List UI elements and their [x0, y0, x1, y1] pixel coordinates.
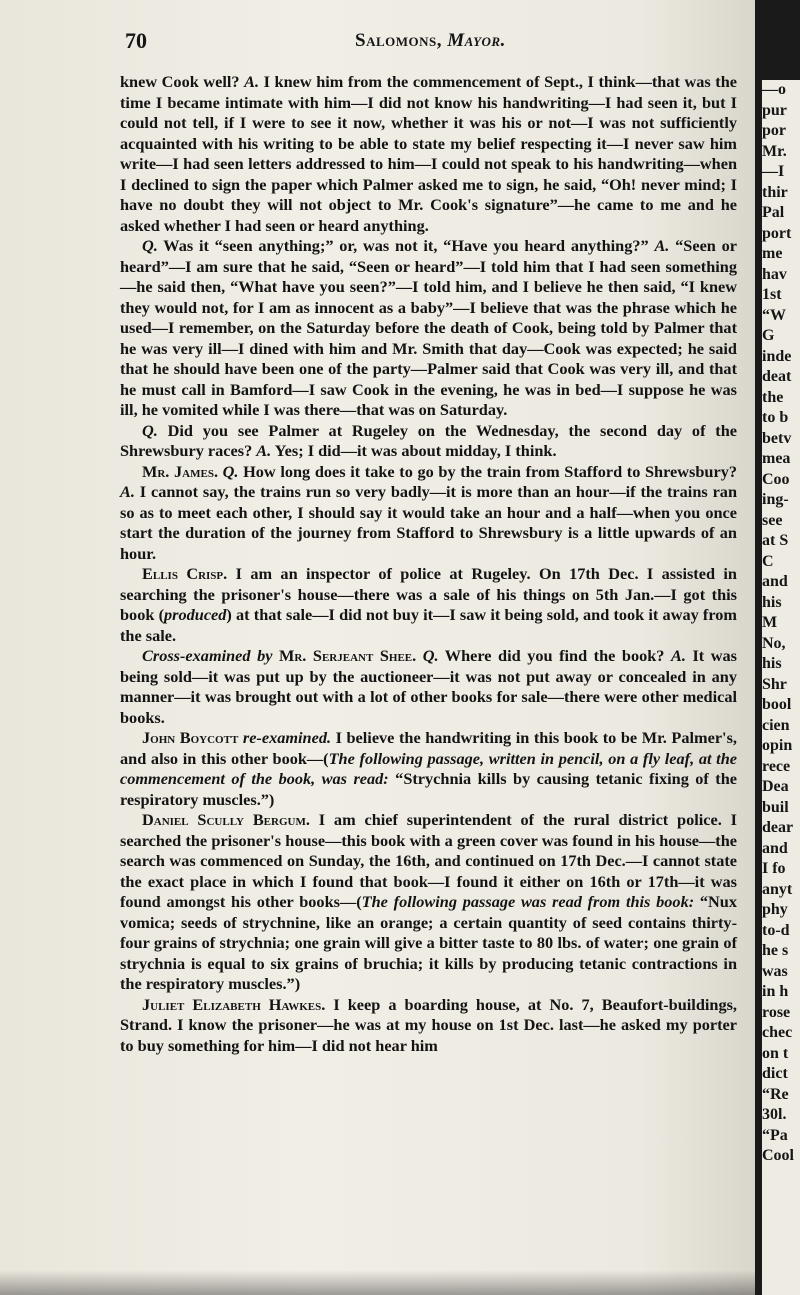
adjacent-page-fragment: pur	[762, 101, 787, 119]
text-run: Where did you find the book?	[438, 646, 671, 665]
text-run: How long does it take to go by the train from Stafford to Shrewsbury?	[238, 461, 737, 481]
text-run: “Seen or heard”—I am sure that he said, “Seen or heard”—I told him that I had seen something—he said then, “What have you seen?”—I told him, and I believe he then said, “I knew they would not, for I am as innocent as a baby”—I believe that was the phrase which he used—I remember, on the Saturday before the death of Cook, being told by Palmer that he was very ill—I dined with him and Mr. Smith that day—Cook was expected; he said that he should have been one of the party—Palmer said that Cook was very ill, and that he must call in Bamford—I saw Cook in the evening, he was in bed—I suppose he was ill, he vomited while I was there—that was on Saturday.	[120, 236, 737, 419]
text-run: knew Cook well?	[120, 72, 245, 91]
paragraph	[120, 236, 737, 421]
paragraph	[120, 564, 737, 646]
text-run: Juliet Elizabeth Hawkes.	[142, 994, 326, 1014]
adjacent-page-fragment: Mr.	[762, 142, 787, 160]
adjacent-page-fragment: —o	[762, 81, 786, 98]
paragraph	[120, 728, 737, 810]
adjacent-page-fragment: betv	[762, 429, 792, 447]
adjacent-page-fragment: Shr	[762, 675, 787, 693]
adjacent-page-fragment: thir	[762, 183, 788, 201]
adjacent-page-fragment: 1st	[762, 286, 782, 303]
running-head-name: Salomons,	[355, 30, 442, 51]
adjacent-page-fragment: the	[762, 388, 784, 406]
running-head-title: Mayor.	[447, 30, 506, 51]
text-run: I am an inspector of police at Rugeley. On 17th Dec. I assisted in searching the prisoner's house—there was a sale of his things on 5th Jan.—I got this book (	[120, 564, 737, 624]
paragraph	[120, 646, 737, 728]
adjacent-page-fragment: por	[762, 122, 786, 139]
adjacent-page-fragment: me	[762, 245, 783, 262]
text-run: The following passage, written in pencil, on a fly leaf, at the commencement of the book, was read:	[120, 748, 737, 788]
adjacent-page-fragment: bool	[762, 696, 792, 713]
text-run: A.	[654, 236, 670, 255]
text-run: “Strychnia kills by causing tetanic fixing of the respiratory muscles.”)	[120, 769, 737, 809]
adjacent-page-fragment: rece	[762, 757, 791, 775]
adjacent-page-fragment: dear	[762, 819, 794, 836]
adjacent-page-fragment: and	[762, 839, 788, 857]
adjacent-page-fragment: on t	[762, 1044, 789, 1062]
text-run: Q.	[142, 420, 158, 440]
adjacent-page-fragment: port	[762, 224, 792, 242]
text-run: The following passage was read from this book:	[361, 892, 695, 911]
adjacent-page-fragment: Cool	[762, 1147, 794, 1164]
adjacent-page-fragment: “W	[762, 306, 786, 324]
text-run: John Boycott	[142, 728, 239, 747]
adjacent-page-fragment: M	[762, 614, 778, 631]
paragraph	[120, 421, 737, 462]
paragraph	[120, 995, 737, 1057]
adjacent-page-fragment: inde	[762, 347, 792, 365]
adjacent-page-fragment: hav	[762, 265, 787, 283]
page-number: 70	[125, 28, 147, 53]
text-run: Was it “seen anything;” or, was not it, “Have you heard anything?”	[157, 236, 655, 255]
adjacent-page-fragment: see	[762, 511, 783, 529]
adjacent-page-fragment: was	[762, 962, 788, 980]
adjacent-page-fragment: to-d	[762, 921, 790, 939]
text-run: Mr. James.	[142, 461, 219, 481]
text-run: Mr. Serjeant Shee.	[278, 646, 417, 665]
page-shadow	[0, 1270, 755, 1295]
text-run: Daniel Scully Bergum.	[142, 810, 310, 829]
adjacent-page-fragment: dict	[762, 1065, 788, 1082]
text-run: A.	[256, 441, 272, 460]
adjacent-page-fragment: opin	[762, 737, 793, 754]
adjacent-page-edge	[762, 80, 800, 1295]
adjacent-page-fragment: —I	[762, 163, 785, 180]
adjacent-page-fragment: his	[762, 593, 782, 611]
adjacent-page-fragment: No,	[762, 634, 786, 652]
paragraph	[120, 72, 737, 236]
adjacent-page-fragment: his	[762, 655, 782, 672]
text-run: I am chief superintendent of the rural district police. I searched the prisoner's house—this book with a green cover was found in his house—the search was commenced on Sunday, the 16th, and continued on 17th Dec.—I cannot state the exact place in which I found that book—I found it either on 16th or 17th—it was found amongst his other books—(	[120, 810, 737, 911]
text-run: I believe the handwriting in this book to be Mr. Palmer's, and also in this other book—(	[120, 728, 737, 768]
text-run: produced	[164, 605, 227, 624]
adjacent-page-fragment: phy	[762, 901, 788, 918]
adjacent-page-fragment: at S	[762, 532, 789, 549]
text-run: I knew him from the commencement of Sept., I think—that was the time I became intimate with him—I did not know his handwriting—I had seen it, but I could not tell, if I were to see it now, whether it was his or not—I was not sufficiently acquainted with his writing to be able to state my belief respecting it—I never saw him write—I had seen letters addressed to him—I could not speak to his handwriting—when I declined to sign the paper which Palmer asked me to sign, he said, “Oh! never mind; I have no doubt they will not object to Mr. Cook's signature”—he came to me and he asked whether I had seen or heard anything.	[120, 72, 737, 235]
adjacent-page-fragment: Dea	[762, 778, 789, 795]
adjacent-page-fragment: G	[762, 327, 775, 344]
adjacent-page-fragment: buil	[762, 798, 789, 816]
text-run: “Nux vomica; seeds of strychnine, like an orange; a certain quantity of seed contains thirty-four grains of strychnia; one grain will give a bitter taste to 80 lbs. of water; one grain of strychnia is equal to six grains of bruchia; it kills by producing tetanic contractions in the respiratory muscles.”)	[120, 892, 737, 993]
text-run: re-examined.	[242, 728, 332, 747]
text-run: Ellis Crisp.	[142, 564, 228, 583]
text-run: Yes; I did—it was about midday, I think.	[271, 441, 557, 460]
text-run: I cannot say, the trains run so very badly—it is more than an hour—if the trains ran so as to meet each other, I should say it would take an hour and a half—when you once start the duration of the journey from Stafford to Shrewsbury is a little upwards of an hour.	[120, 482, 737, 563]
adjacent-page-fragment: Pal	[762, 204, 785, 221]
text-run: Q.	[142, 236, 158, 255]
adjacent-page-fragment: Coo	[762, 470, 790, 488]
adjacent-page-fragment: deat	[762, 368, 792, 385]
adjacent-page-fragment: cien	[762, 716, 790, 734]
adjacent-page-fragment: C	[762, 552, 774, 570]
text-run: A.	[120, 482, 135, 501]
body-text	[120, 72, 737, 1056]
adjacent-page-fragment: ing-	[762, 491, 789, 508]
text-run: Q.	[422, 646, 439, 665]
text-run: A.	[670, 646, 686, 665]
paragraph	[120, 462, 737, 565]
page-header	[125, 28, 735, 58]
adjacent-page-fragment: chec	[762, 1024, 793, 1041]
text-run: It was being sold—it was put up by the auctioneer—it was not put away or concealed in any manner—it was brought out with a lot of other books for sale—there were other medical books.	[120, 646, 737, 727]
adjacent-page-fragment: he s	[762, 942, 789, 959]
adjacent-page-fragment: 30l.	[762, 1106, 787, 1123]
adjacent-page-fragment: anyt	[762, 880, 793, 898]
text-run: Q.	[222, 461, 239, 481]
adjacent-page-fragment: “Re	[762, 1085, 789, 1103]
text-run: Did you see Palmer at Rugeley on the Wednesday, the second day of the Shrewsbury races?	[120, 420, 737, 460]
text-run: Cross-examined by	[142, 646, 279, 665]
adjacent-page-fragment: I fo	[762, 860, 786, 877]
paragraph	[120, 810, 737, 995]
adjacent-page-fragment: to b	[762, 409, 789, 426]
adjacent-page-fragment: “Pa	[762, 1126, 788, 1144]
text-run: ) at that sale—I did not buy it—I saw it being sold, and took it away from the sale.	[120, 605, 737, 645]
running-head	[355, 30, 506, 52]
text-run: I keep a boarding house, at No. 7, Beaufort-buildings, Strand. I know the prisoner—he was at my house on 1st Dec. last—he asked my porter to buy something for him—I did not hear him	[120, 994, 737, 1055]
adjacent-page-fragment: mea	[762, 450, 791, 467]
adjacent-page-fragment: rose	[762, 1003, 791, 1021]
text-run: A.	[244, 72, 260, 91]
adjacent-page-fragment: in h	[762, 983, 789, 1000]
adjacent-page-fragment: and	[762, 573, 788, 590]
